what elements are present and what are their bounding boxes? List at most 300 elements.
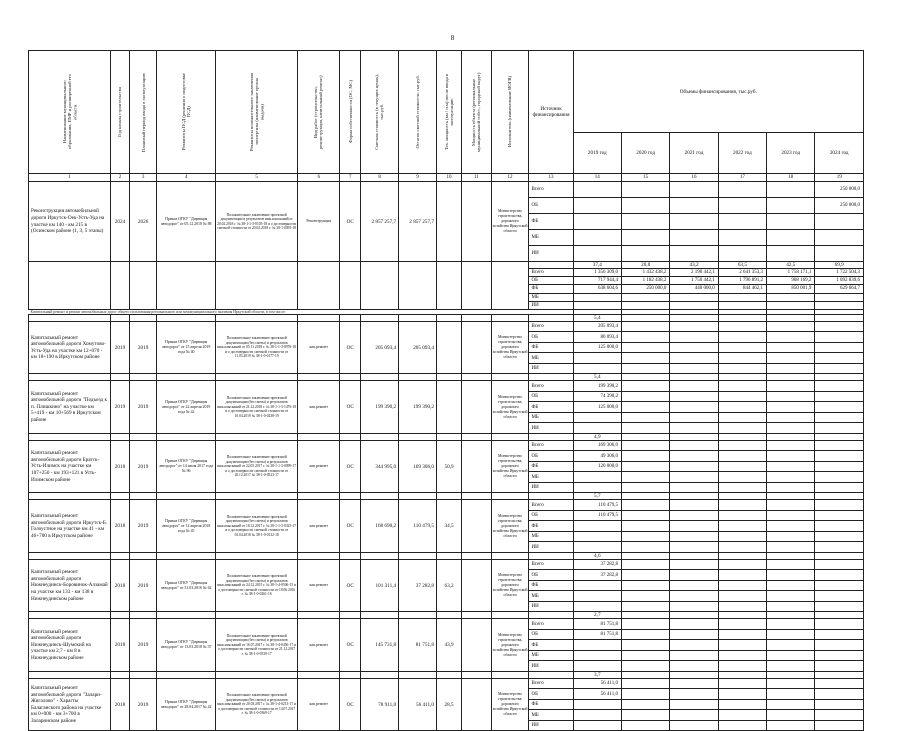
project-row	[29, 321, 864, 332]
funding-value: 1 356 309,0	[573, 269, 621, 277]
empty-cell	[129, 314, 156, 321]
column-number: 2	[111, 174, 130, 182]
empty-cell	[340, 552, 361, 559]
header-object-power: Мощность объекта (региональные муниципальной собст., городской округ)	[462, 51, 491, 174]
empty-cell	[157, 493, 216, 500]
funding-value	[815, 321, 864, 332]
empty-cell	[29, 612, 111, 619]
empty-cell	[216, 612, 298, 619]
funding-value	[767, 402, 815, 413]
funding-value	[670, 699, 718, 710]
empty-cell	[621, 433, 669, 440]
start-year: 2019	[111, 321, 130, 374]
funding-value	[718, 440, 766, 451]
column-number: 10	[436, 174, 461, 182]
funding-value	[670, 678, 718, 689]
funding-value: 199 390,2	[573, 381, 621, 392]
funding-source-label: Всего	[529, 182, 573, 198]
empty-cell	[157, 262, 216, 269]
funding-source-label: ФБ	[529, 342, 573, 353]
funding-value	[573, 580, 621, 591]
funding-value	[670, 332, 718, 343]
funding-value	[718, 689, 766, 700]
capacity	[436, 182, 461, 262]
funding-value	[621, 353, 669, 364]
expertise-reference: Положительное заключение проектной документации и результатов инж.изысканий от 20.02.2018 г. № 38-1-1-3-0105-18 и о достоверности сметной стоимости от 20.02.2018 г. № 38-1-0093-18	[216, 182, 298, 262]
funding-value	[767, 461, 815, 472]
project-name: Капитальный ремонт автомобильной дороги "Залари-Жигалово" - Харагты Балаганского района на участке км 0+000 - км 3+700 в Заларинском районе	[29, 678, 111, 731]
funding-value: 81 751,8	[573, 629, 621, 640]
column-number: 12	[491, 174, 529, 182]
ownership: ОС	[340, 619, 361, 672]
funding-value: 110 479,5	[573, 500, 621, 511]
funding-value	[670, 570, 718, 581]
estimated-cost: 78 911,0	[361, 678, 399, 731]
work-type: кап.ремонт	[298, 440, 340, 493]
funding-value	[767, 661, 815, 672]
funding-value	[767, 510, 815, 521]
funding-source-label: МБ	[529, 230, 573, 246]
project-name: Капитальный ремонт автомобильной дороги Хомутово-Усть-Уда на участке км 12+070 - км 18+190 в Иркутском районе	[29, 321, 111, 374]
empty-cell	[767, 433, 815, 440]
empty-cell	[399, 612, 437, 619]
empty-cell	[529, 552, 573, 559]
funding-source-label: Всего	[529, 440, 573, 451]
funding-value	[767, 521, 815, 532]
funding-value	[670, 440, 718, 451]
object-power	[462, 619, 491, 672]
empty-cell	[29, 552, 111, 559]
header-expertise: Реквизиты положительного заключения экспертизы (наименование органа выдачи)	[216, 51, 298, 174]
empty-cell	[157, 552, 216, 559]
header-cost: Сметная стоимость (в текущих ценах), тыс.руб.	[361, 51, 399, 174]
header-work-type: Вид работ (строительство, реконструкция, капитальный ремонт)	[298, 51, 340, 174]
object-power	[462, 182, 491, 262]
funding-value	[621, 198, 669, 214]
empty-cell	[216, 671, 298, 678]
remaining-cost: 205 093,4	[399, 321, 437, 374]
ownership: ОС	[340, 381, 361, 434]
funding-value	[573, 591, 621, 602]
empty-cell	[436, 262, 461, 269]
remaining-cost: 199 390,2	[399, 381, 437, 434]
funding-value	[815, 342, 864, 353]
funding-value	[621, 591, 669, 602]
executor: Министерство строительства, дорожного хозяйства Иркутской области	[491, 678, 529, 731]
funding-value: 908 169,2	[767, 277, 815, 285]
executor: Министерство строительства, дорожного хозяйства Иркутской области	[491, 500, 529, 553]
funding-value	[670, 402, 718, 413]
object-power	[462, 321, 491, 374]
empty-cell	[462, 552, 491, 559]
length-value: 69,9	[815, 262, 864, 269]
empty-cell	[529, 374, 573, 381]
funding-value	[718, 332, 766, 343]
end-year: 2026	[129, 182, 156, 262]
funding-value	[621, 301, 669, 309]
length-value: 20,8	[621, 262, 669, 269]
funding-value	[767, 182, 815, 198]
work-type: кап.ремонт	[298, 559, 340, 612]
funding-value	[767, 580, 815, 591]
project-name: Реконструкция автомобильной дороги Иркутск-Оек-Усть-Уда на участке км 140 - км 215 в (Осинском районе (1, 3, 5 этапы)	[29, 182, 111, 262]
empty-cell	[111, 552, 130, 559]
empty-cell	[216, 374, 298, 381]
empty-cell	[399, 552, 437, 559]
empty-cell	[129, 374, 156, 381]
funding-value	[767, 710, 815, 721]
project-row	[29, 269, 864, 277]
funding-value	[621, 423, 669, 434]
funding-value	[670, 531, 718, 542]
funding-value	[573, 640, 621, 651]
length-value: 5,4	[573, 314, 621, 321]
ownership: ОС	[340, 500, 361, 553]
funding-value	[621, 391, 669, 402]
empty-cell	[462, 269, 491, 310]
estimated-cost: 2 857 257,7	[361, 182, 399, 262]
header-funding-title: Объемы финансирования, тыс.руб.	[573, 51, 863, 133]
object-power	[462, 500, 491, 553]
funding-value	[767, 650, 815, 661]
empty-cell	[767, 552, 815, 559]
funding-value	[815, 412, 864, 423]
expertise-reference: Положительное заключение проектной документации (без сметы) и результатов инж.изысканий от 20.03.2017 г. № 38-1-4-0213-17 и о достоверности сметной стоимости от 14.07.2017 г. № 38-1-0-0369-17	[216, 678, 298, 731]
empty-cell	[340, 671, 361, 678]
funding-value	[621, 482, 669, 493]
header-executor: Исполнитель (наименование ИОГВ)	[491, 51, 529, 174]
funding-value: 110 479,5	[573, 510, 621, 521]
funding-value	[718, 710, 766, 721]
psd-reference: Приказ ОГКУ "Дирекция автодорог" от 13.03.2018 № 37	[157, 619, 216, 672]
funding-value: 125 000,0	[573, 402, 621, 413]
funding-source-label: ОБ	[529, 570, 573, 581]
length-row	[29, 433, 864, 440]
funding-value	[815, 402, 864, 413]
funding-source-label: Всего	[529, 500, 573, 511]
funding-value	[718, 381, 766, 392]
empty-cell	[621, 493, 669, 500]
funding-value	[621, 661, 669, 672]
empty-cell	[361, 493, 399, 500]
funding-value: 1 750 442,1	[670, 277, 718, 285]
funding-value	[573, 542, 621, 553]
empty-cell	[340, 314, 361, 321]
funding-value	[815, 559, 864, 570]
funding-value	[621, 230, 669, 246]
funding-value	[767, 542, 815, 553]
column-number: 6	[298, 174, 340, 182]
funding-source-label: ИИ	[529, 542, 573, 553]
empty-cell	[157, 374, 216, 381]
column-number: 5	[216, 174, 298, 182]
empty-cell	[815, 612, 864, 619]
length-value: 4,9	[573, 433, 621, 440]
empty-cell	[129, 262, 156, 269]
empty-cell	[462, 262, 491, 269]
work-type: кап.ремонт	[298, 500, 340, 553]
empty-cell	[361, 314, 399, 321]
funding-source-label: ОБ	[529, 689, 573, 700]
remaining-cost: 169 306,0	[399, 440, 437, 493]
funding-value	[767, 363, 815, 374]
work-type: кап.ремонт	[298, 619, 340, 672]
capacity: 28,5	[436, 678, 461, 731]
funding-value	[815, 650, 864, 661]
empty-cell	[216, 493, 298, 500]
funding-value	[718, 661, 766, 672]
funding-value	[767, 570, 815, 581]
length-row	[29, 552, 864, 559]
header-ownership: Форма собственности (ОС, МС)	[340, 51, 361, 174]
funding-value	[815, 246, 864, 262]
empty-cell	[815, 433, 864, 440]
funding-value	[718, 412, 766, 423]
funding-value: 250 000,0	[621, 285, 669, 293]
funding-value	[718, 531, 766, 542]
funding-value	[718, 391, 766, 402]
funding-value	[767, 381, 815, 392]
empty-cell	[216, 433, 298, 440]
empty-cell	[529, 262, 573, 269]
funding-value	[815, 710, 864, 721]
funding-value: 250 000,0	[815, 198, 864, 214]
start-year: 2018	[111, 500, 130, 553]
funding-value	[670, 423, 718, 434]
funding-value	[573, 423, 621, 434]
funding-value	[767, 531, 815, 542]
empty-cell	[157, 671, 216, 678]
funding-value	[815, 640, 864, 651]
funding-value	[815, 689, 864, 700]
empty-cell	[298, 314, 340, 321]
project-row	[29, 381, 864, 392]
empty-cell	[670, 493, 718, 500]
empty-cell	[670, 612, 718, 619]
funding-value	[815, 440, 864, 451]
psd-reference: Приказ ОГКУ "Дирекция автодорог" от 31.03.2016 № 62	[157, 559, 216, 612]
empty-cell	[111, 493, 130, 500]
funding-value	[815, 451, 864, 462]
funding-value	[670, 601, 718, 612]
empty-cell	[340, 433, 361, 440]
funding-source-label: ИИ	[529, 423, 573, 434]
funding-value: 1 796 891,2	[718, 277, 766, 285]
funding-value	[670, 353, 718, 364]
empty-cell	[436, 493, 461, 500]
empty-cell	[621, 612, 669, 619]
empty-cell	[462, 433, 491, 440]
funding-source-label: ОБ	[529, 332, 573, 343]
funding-value	[718, 198, 766, 214]
project-row	[29, 559, 864, 570]
empty-cell	[111, 374, 130, 381]
funding-source-label: ФБ	[529, 640, 573, 651]
object-power	[462, 678, 491, 731]
funding-value	[767, 640, 815, 651]
section-note: Капитальный ремонт и ремонт автомобильных дорог общего пользования регионального или межмуниципального значения Иркутской области, в том числе:	[29, 309, 574, 314]
capacity: 50,9	[436, 440, 461, 493]
funding-value	[767, 699, 815, 710]
empty-cell	[340, 269, 361, 310]
funding-value	[621, 542, 669, 553]
funding-source-label: ФБ	[529, 402, 573, 413]
work-type: кап.ремонт	[298, 381, 340, 434]
estimated-cost: 199 390,2	[361, 381, 399, 434]
header-year-2020: 2020 год	[621, 133, 669, 174]
empty-cell	[436, 552, 461, 559]
column-number: 16	[670, 174, 718, 182]
funding-value	[718, 293, 766, 301]
remaining-cost: 56 411,0	[399, 678, 437, 731]
remaining-cost: 37 282,8	[399, 559, 437, 612]
funding-value	[718, 301, 766, 309]
funding-value	[621, 363, 669, 374]
empty-cell	[298, 374, 340, 381]
empty-cell	[462, 314, 491, 321]
project-row	[29, 619, 864, 630]
funding-value	[573, 246, 621, 262]
funding-value	[573, 412, 621, 423]
funding-value	[670, 619, 718, 630]
funding-value	[670, 720, 718, 731]
funding-value	[670, 650, 718, 661]
empty-cell	[29, 269, 111, 310]
funding-value	[815, 293, 864, 301]
funding-value	[573, 521, 621, 532]
empty-cell	[340, 612, 361, 619]
funding-value	[718, 591, 766, 602]
funding-value	[767, 500, 815, 511]
expertise-reference: Положительное заключение проектной документации (без сметы) и результатов инж.изысканий от 05.11.2018 г. № 38-1-1-3-0976-18 и о достоверности сметной стоимости от 11.03.2019 № 38-1-0-0177-19	[216, 321, 298, 374]
funding-value	[718, 570, 766, 581]
empty-cell	[157, 433, 216, 440]
empty-cell	[361, 671, 399, 678]
empty-cell	[399, 262, 437, 269]
funding-value	[621, 472, 669, 483]
funding-value	[621, 720, 669, 731]
funding-value	[718, 246, 766, 262]
funding-value	[767, 482, 815, 493]
funding-source-label: Всего	[529, 678, 573, 689]
empty-cell	[129, 269, 156, 310]
funding-source-label: ОБ	[529, 629, 573, 640]
empty-cell	[111, 269, 130, 310]
empty-cell	[157, 612, 216, 619]
funding-value	[670, 391, 718, 402]
funding-value	[767, 332, 815, 343]
empty-cell	[216, 262, 298, 269]
funding-value	[670, 363, 718, 374]
funding-value	[670, 661, 718, 672]
funding-value	[670, 629, 718, 640]
empty-cell	[529, 612, 573, 619]
funding-value	[573, 661, 621, 672]
object-power	[462, 440, 491, 493]
funding-value	[621, 531, 669, 542]
funding-value	[621, 559, 669, 570]
funding-source-label: Всего	[529, 381, 573, 392]
expertise-reference: Положительное заключение проектной документации (без сметы) и результатов инж.изысканий от 16.07.2017 г. № 38-1-4-0456-17 и о достоверности сметной стоимости от 21.12.2017 г. № 38-1-0-0539-17	[216, 619, 298, 672]
funding-value: 120 000,0	[573, 461, 621, 472]
empty-cell	[436, 433, 461, 440]
funding-value	[767, 689, 815, 700]
remaining-cost: 81 751,8	[399, 619, 437, 672]
empty-cell	[298, 269, 340, 310]
funding-source-label: Всего	[529, 269, 573, 277]
funding-value	[767, 619, 815, 630]
funding-value	[815, 482, 864, 493]
empty-cell	[129, 433, 156, 440]
empty-cell	[399, 269, 437, 310]
project-row	[29, 440, 864, 451]
remaining-cost: 110 479,5	[399, 500, 437, 553]
funding-value	[767, 423, 815, 434]
length-value: 5,4	[573, 374, 621, 381]
empty-cell	[298, 612, 340, 619]
empty-cell	[670, 433, 718, 440]
funding-value	[718, 482, 766, 493]
estimated-cost: 205 093,4	[361, 321, 399, 374]
funding-source-label: ИИ	[529, 720, 573, 731]
empty-cell	[399, 493, 437, 500]
empty-cell	[157, 269, 216, 310]
empty-cell	[340, 493, 361, 500]
funding-value: 56 411,0	[573, 689, 621, 700]
funding-value	[573, 650, 621, 661]
header-capacity: Тех. мощность (км / п.м) после ввода в эксплуатацию	[436, 51, 461, 174]
funding-value	[670, 482, 718, 493]
length-row	[29, 493, 864, 500]
funding-value	[815, 353, 864, 364]
empty-cell	[129, 671, 156, 678]
empty-cell	[491, 612, 529, 619]
funding-value	[670, 321, 718, 332]
empty-cell	[29, 671, 111, 678]
empty-cell	[157, 314, 216, 321]
empty-cell	[29, 262, 111, 269]
expertise-reference: Положительное заключение проектной документации (без сметы) и результатов инж.изысканий от 24.12.2015 г. № 38-1-4-0506-15 и о достоверности сметной стоимости от 10.06.2016 г. № 38-1-0-0261-16	[216, 559, 298, 612]
funding-value	[670, 510, 718, 521]
empty-cell	[529, 671, 573, 678]
empty-cell	[361, 612, 399, 619]
empty-cell	[29, 314, 111, 321]
funding-value	[767, 472, 815, 483]
capacity: 34,5	[436, 500, 461, 553]
funding-value	[718, 629, 766, 640]
executor: Министерство строительства, дорожного хозяйства Иркутской области	[491, 381, 529, 434]
funding-source-label: МБ	[529, 472, 573, 483]
empty-cell	[298, 262, 340, 269]
empty-cell	[670, 552, 718, 559]
funding-value: 81 751,8	[573, 619, 621, 630]
funding-value: 638 604,6	[573, 285, 621, 293]
funding-source-label: МБ	[529, 353, 573, 364]
column-number: 11	[462, 174, 491, 182]
funding-value	[815, 629, 864, 640]
funding-value	[815, 230, 864, 246]
funding-value	[621, 451, 669, 462]
funding-source-label: ФБ	[529, 521, 573, 532]
funding-source-label: ИИ	[529, 363, 573, 374]
funding-value	[718, 230, 766, 246]
funding-value	[573, 601, 621, 612]
funding-source-label: ОБ	[529, 510, 573, 521]
funding-value	[815, 391, 864, 402]
funding-value	[767, 214, 815, 230]
column-number: 14	[573, 174, 621, 182]
funding-value	[573, 301, 621, 309]
